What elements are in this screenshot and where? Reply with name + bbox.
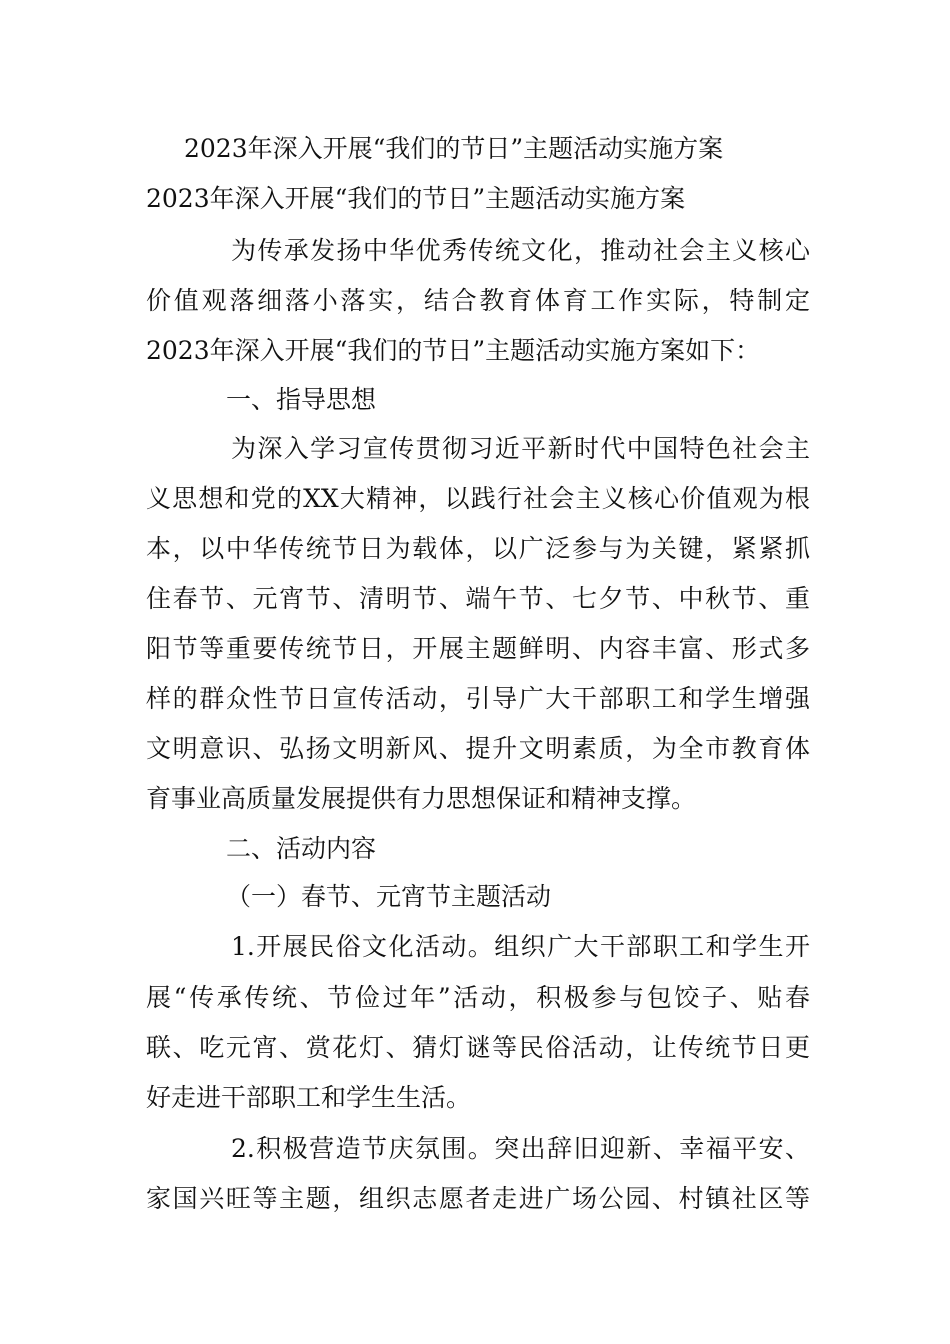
section-1-line-1: 为深入学习宣传贯彻习近平新时代中国特色社会主: [231, 434, 810, 463]
item-2-line-2: 家国兴旺等主题，组织志愿者走进广场公园、村镇社区等: [146, 1184, 810, 1213]
item-1-line-3: 联、吃元宵、赏花灯、猜灯谜等民俗活动，让传统节日更: [146, 1033, 810, 1062]
section-1-line-6: 样的群众性节日宣传活动，引导广大干部职工和学生增强: [146, 684, 810, 713]
item-1-line-4: 好走进干部职工和学生生活。: [146, 1083, 472, 1112]
intro-line-2: 价值观落细落小落实，结合教育体育工作实际，特制定: [146, 286, 810, 315]
document-title: 2023年深入开展“我们的节日”主题活动实施方案: [184, 134, 724, 163]
section-2-heading: 二、活动内容: [226, 834, 377, 863]
subsection-1-heading: （一）春节、元宵节主题活动: [226, 882, 552, 911]
item-1-line-2: 展“传承传统、节俭过年”活动，积极参与包饺子、贴春: [146, 983, 810, 1012]
section-1-heading: 一、指导思想: [226, 385, 377, 414]
section-1-line-7: 文明意识、弘扬文明新风、提升文明素质，为全市教育体: [146, 734, 810, 763]
section-1-line-2: 义思想和党的XX大精神，以践行社会主义核心价值观为根: [146, 484, 810, 513]
intro-line-3: 2023年深入开展“我们的节日”主题活动实施方案如下：: [146, 336, 761, 365]
section-1-line-4: 住春节、元宵节、清明节、端午节、七夕节、中秋节、重: [146, 584, 810, 613]
section-1-line-3: 本，以中华传统节日为载体，以广泛参与为关键，紧紧抓: [146, 534, 810, 563]
item-1-line-1: 1.开展民俗文化活动。组织广大干部职工和学生开: [231, 932, 810, 961]
document-subtitle: 2023年深入开展“我们的节日”主题活动实施方案: [146, 184, 686, 213]
item-2-line-1: 2.积极营造节庆氛围。突出辞旧迎新、幸福平安、: [231, 1134, 810, 1163]
section-1-line-5: 阳节等重要传统节日，开展主题鲜明、内容丰富、形式多: [146, 634, 810, 663]
intro-line-1: 为传承发扬中华优秀传统文化，推动社会主义核心: [231, 236, 810, 265]
section-1-line-8: 育事业高质量发展提供有力思想保证和精神支撑。: [146, 784, 697, 813]
